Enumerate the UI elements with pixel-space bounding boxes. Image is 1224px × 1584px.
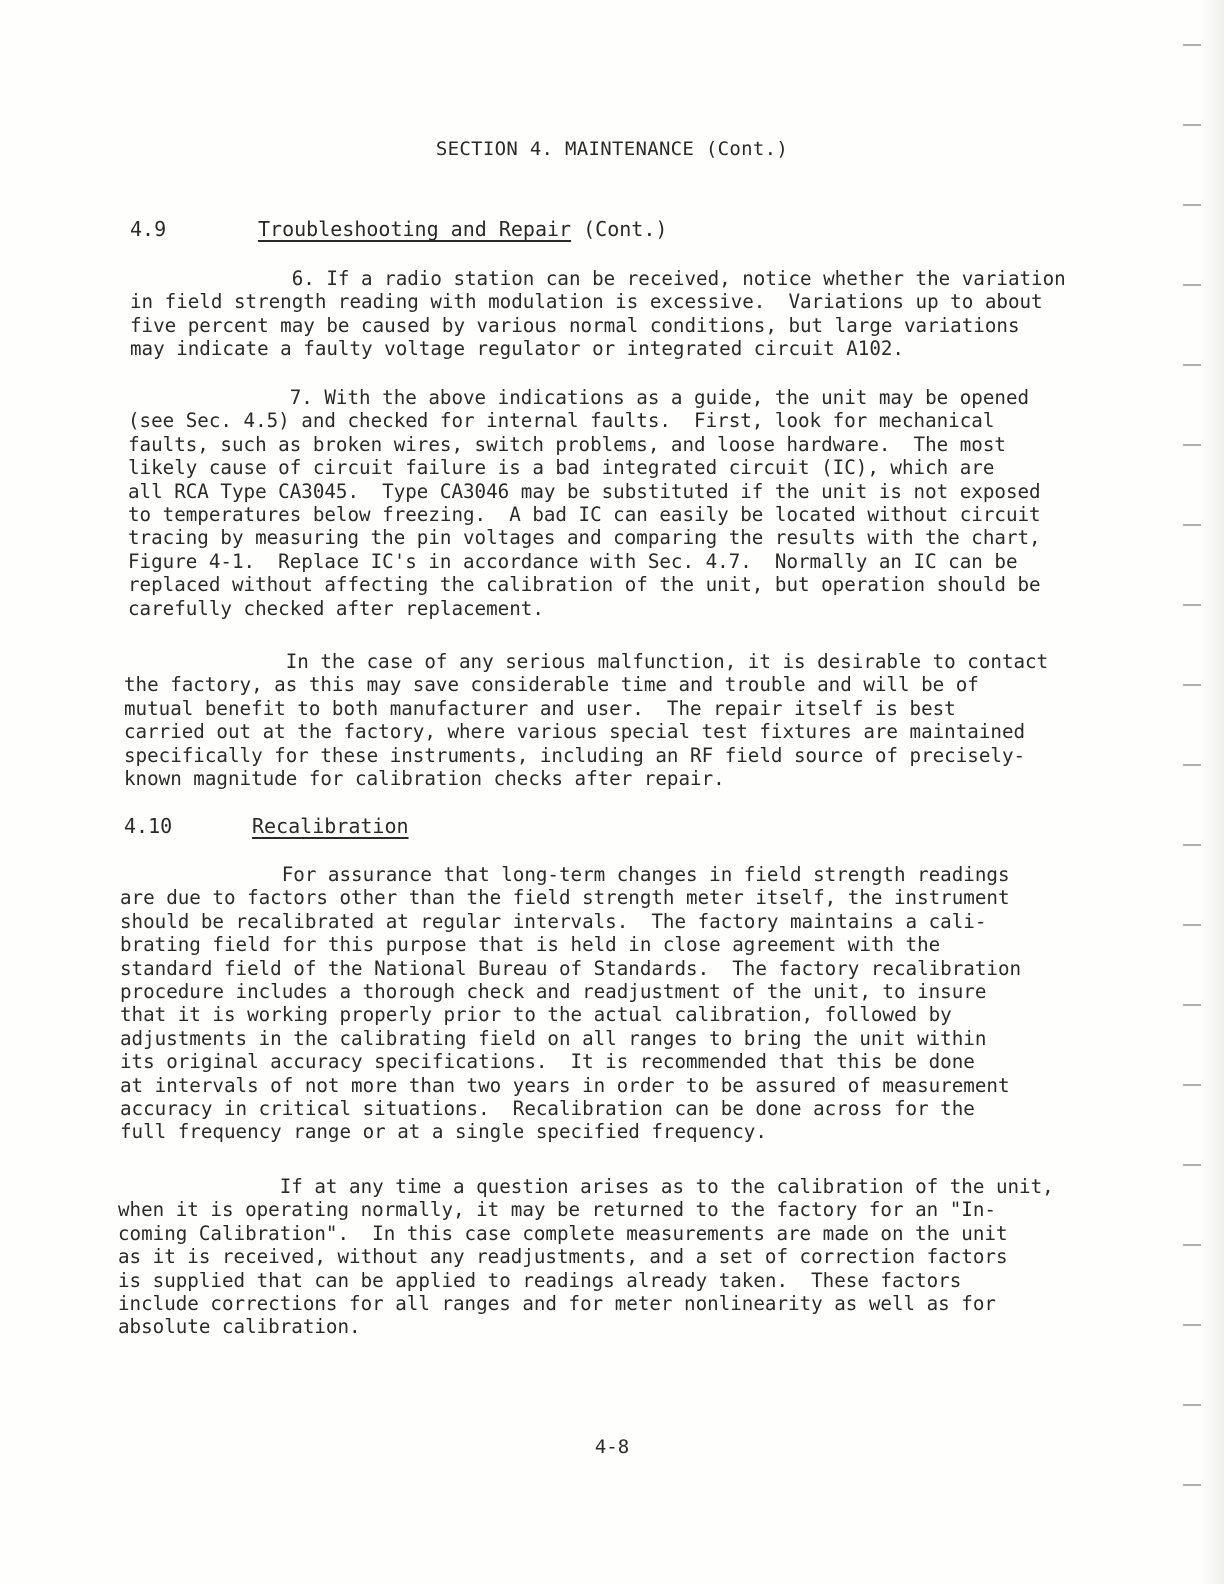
edge-mark	[1183, 604, 1201, 606]
subsection-number: 4.9	[130, 217, 167, 241]
edge-mark	[1183, 1324, 1201, 1326]
subsection-title-text: Troubleshooting and Repair	[258, 217, 572, 241]
edge-mark	[1183, 364, 1201, 366]
edge-mark	[1183, 1084, 1201, 1086]
paragraph-serious-malfunction: In the case of any serious malfunction, it is desirable to contact the factory, as this may save considerable time and trouble and will be of mutual benefit to both manufacturer and user. The repair itself is best carried out at the factory, where various special test fixtures are maintained specifically for these instruments, including an RF field source of precisely- known magnitude for calibration checks after repair.	[124, 650, 1049, 791]
subsection-number: 4.10	[124, 814, 173, 838]
edge-mark	[1183, 684, 1201, 686]
edge-mark	[1183, 924, 1201, 926]
edge-mark	[1183, 524, 1201, 526]
edge-mark	[1183, 764, 1201, 766]
subsection-title	[258, 217, 667, 241]
subsection-title	[252, 814, 409, 838]
edge-mark	[1183, 444, 1201, 446]
edge-mark	[1183, 204, 1201, 206]
paragraph-recalibration: For assurance that long-term changes in field strength readings are due to factors other than the field strength meter itself, the instrument should be recalibrated at regular intervals. The factory maintains a cali- brating field for this purpose that is held in close agreement with the standard field of the National Bureau of Standards. The factory recalibration procedure includes a thorough check and readjustment of the unit, to insure that it is working properly prior to the actual calibration, followed by adjustments in the calibrating field on all ranges to bring the unit within its original accuracy specifications. It is recommended that this be done at intervals of not more than two years in order to be assured of measurement accuracy in critical situations. Recalibration can be done across for the full frequency range or at a single specified frequency.	[120, 863, 1022, 1144]
edge-mark	[1183, 1484, 1201, 1486]
paragraph-radio-station: 6. If a radio station can be received, notice whether the variation in field strength reading with modulation is excessive. Variations up to about five percent may be caused by various normal conditions, but large variations may indicate a faulty voltage regulator or integrated circuit A102.	[130, 267, 1066, 361]
edge-mark	[1183, 1004, 1201, 1006]
scan-edge-strip	[1200, 0, 1224, 1584]
edge-mark	[1183, 844, 1201, 846]
edge-mark	[1183, 124, 1201, 126]
edge-mark	[1183, 1164, 1201, 1166]
edge-mark	[1183, 1244, 1201, 1246]
page-number: 4-8	[594, 1436, 630, 1458]
section-header: SECTION 4. MAINTENANCE (Cont.)	[435, 138, 789, 160]
paragraph-incoming-calibration: If at any time a question arises as to the calibration of the unit, when it is operating normally, it may be returned to the factory for an "In- coming Calibration". In this case complete measurements are made on the unit as it is received, without any readjustments, and a set of correction factors is supplied that can be applied to readings already taken. These factors include corrections for all ranges and for meter nonlinearity as well as for absolute calibration.	[118, 1175, 1054, 1339]
edge-mark	[1183, 1404, 1201, 1406]
edge-mark	[1183, 44, 1201, 46]
subsection-title-text: Recalibration	[252, 814, 409, 838]
edge-mark	[1183, 284, 1201, 286]
paragraph-internal-faults: 7. With the above indications as a guide, the unit may be opened (see Sec. 4.5) and checked for internal faults. First, look for mechanical faults, such as broken wires, switch problems, and loose hardware. The most likely cause of circuit failure is a bad integrated circuit (IC), which are all RCA Type CA3045. Type CA3046 may be substituted if the unit is not exposed to temperatures below freezing. A bad IC can easily be located without circuit tracing by measuring the pin voltages and comparing the results with the chart, Figure 4-1. Replace IC's in accordance with Sec. 4.7. Normally an IC can be replaced without affecting the calibration of the unit, but operation should be carefully checked after replacement.	[128, 386, 1041, 620]
subsection-title-suffix: (Cont.)	[583, 217, 668, 241]
